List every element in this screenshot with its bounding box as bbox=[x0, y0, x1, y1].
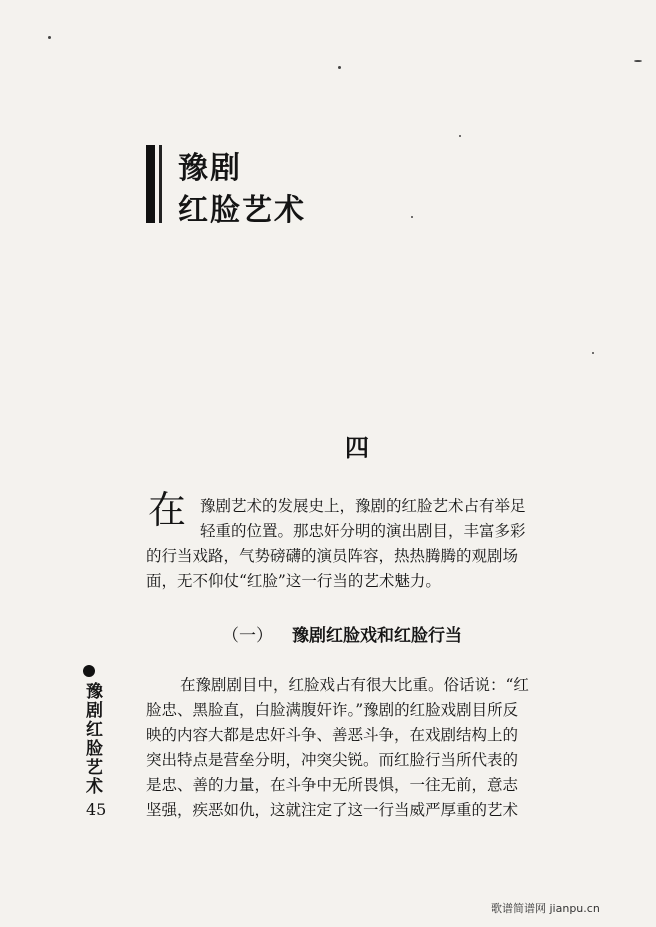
scan-speck bbox=[592, 352, 594, 354]
intro-line: 的行当戏路，气势磅礴的演员阵容，热热腾腾的观剧场 bbox=[146, 547, 519, 565]
body-line: 是忠、善的力量，在斗争中无所畏惧，一往无前，意志 bbox=[146, 776, 519, 794]
scan-speck bbox=[48, 36, 51, 39]
scan-speck bbox=[338, 66, 341, 69]
scan-speck bbox=[634, 60, 642, 62]
intro-line: 轻重的位置。那忠奸分明的演出剧目，丰富多彩 bbox=[200, 522, 526, 540]
intro-line: 面，无不仰仗“红脸”这一行当的艺术魅力。 bbox=[146, 572, 441, 590]
title-decoration-bars bbox=[146, 145, 168, 223]
subsection-number: （一） bbox=[222, 626, 273, 646]
watermark-text: 歌谱简谱网 jianpu.cn bbox=[491, 902, 600, 915]
title-bar-thin bbox=[159, 145, 162, 223]
chapter-title-line-2: 红脸艺术 bbox=[178, 193, 306, 228]
body-line: 在豫剧剧目中，红脸戏占有很大比重。俗话说：“红 bbox=[180, 676, 529, 694]
body-line: 脸忠、黑脸直，白脸满腹奸诈。”豫剧的红脸戏剧目所反 bbox=[146, 701, 519, 719]
subsection-title: 豫剧红脸戏和红脸行当 bbox=[292, 626, 462, 646]
section-number: 四 bbox=[345, 433, 369, 462]
intro-line: 豫剧艺术的发展史上，豫剧的红脸艺术占有举足 bbox=[200, 497, 526, 515]
chapter-title-line-1: 豫剧 bbox=[178, 151, 242, 186]
page-number: 45 bbox=[86, 800, 107, 819]
scan-speck bbox=[459, 135, 461, 137]
scan-speck bbox=[411, 216, 413, 218]
title-bar-thick bbox=[146, 145, 155, 223]
running-header-title: 豫剧红脸艺术 bbox=[82, 682, 102, 796]
body-line: 坚强，疾恶如仇，这就注定了这一行当威严厚重的艺术 bbox=[146, 801, 519, 819]
drop-cap: 在 bbox=[148, 488, 187, 532]
running-header-bullet-icon bbox=[83, 665, 95, 677]
body-line: 映的内容大都是忠奸斗争、善恶斗争，在戏剧结构上的 bbox=[146, 726, 519, 744]
body-line: 突出特点是营垒分明，冲突尖锐。而红脸行当所代表的 bbox=[146, 751, 519, 769]
